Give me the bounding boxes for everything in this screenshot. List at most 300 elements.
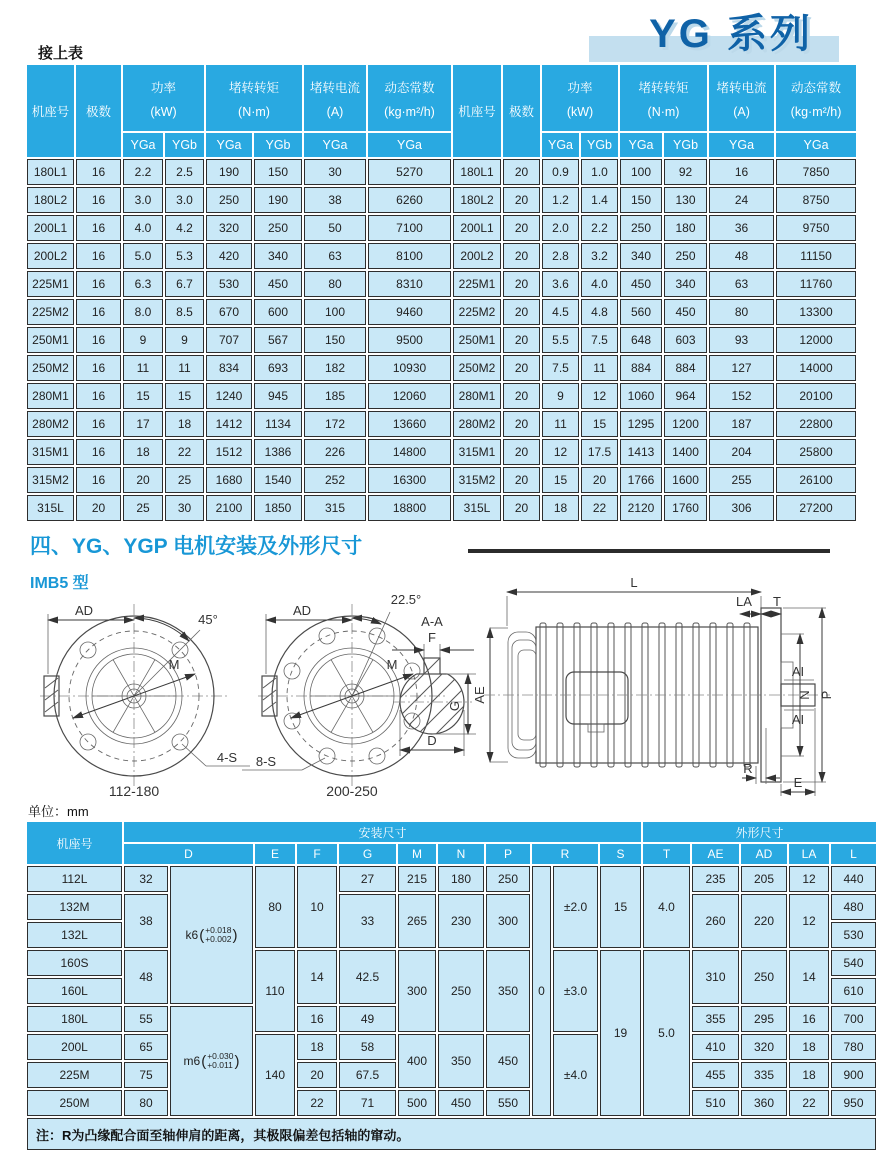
table-cell: 250M2 bbox=[453, 355, 501, 381]
col-ygb: YGb bbox=[254, 133, 302, 157]
table-cell: 20 bbox=[297, 1062, 337, 1088]
table-cell: 950 bbox=[831, 1090, 876, 1116]
col-m: M bbox=[398, 844, 436, 864]
table-note: 注：R为凸缘配合面至轴伸肩的距离，其极限偏差包括轴的窜动。 bbox=[27, 1118, 876, 1150]
table-cell: 75 bbox=[124, 1062, 168, 1088]
table-cell: 10 bbox=[297, 866, 337, 948]
col-ad: AD bbox=[741, 844, 787, 864]
table-cell: 2.5 bbox=[165, 159, 204, 185]
table-cell: 335 bbox=[741, 1062, 787, 1088]
table-cell: 71 bbox=[339, 1090, 396, 1116]
table-cell: 16 bbox=[789, 1006, 829, 1032]
table-cell: 4.0 bbox=[643, 866, 690, 948]
table-cell: 25 bbox=[123, 495, 163, 521]
table-cell: 225M2 bbox=[453, 299, 501, 325]
table-cell: 20 bbox=[503, 187, 540, 213]
table-cell: 280M2 bbox=[27, 411, 74, 437]
table-cell: 340 bbox=[254, 243, 302, 269]
col-g: G bbox=[339, 844, 396, 864]
table-cell: 26100 bbox=[776, 467, 856, 493]
table-cell: 112L bbox=[27, 866, 122, 892]
table-cell: 280M1 bbox=[27, 383, 74, 409]
table-cell: 80 bbox=[124, 1090, 168, 1116]
table-cell: 5.5 bbox=[542, 327, 579, 353]
table-cell: 2.2 bbox=[581, 215, 618, 241]
table-cell: 20 bbox=[76, 495, 121, 521]
table-cell: k6 ( +0.018 +0.002 ) bbox=[170, 866, 253, 1004]
table-cell: 16 bbox=[76, 383, 121, 409]
table-cell: 18 bbox=[297, 1034, 337, 1060]
dimension-table-footer bbox=[27, 1118, 876, 1150]
table-cell: 530 bbox=[831, 922, 876, 948]
table-cell: 16 bbox=[76, 271, 121, 297]
col-yga: YGa bbox=[776, 133, 856, 157]
dim-label-ad: AD bbox=[74, 603, 94, 618]
table-cell: 20 bbox=[503, 355, 540, 381]
col-dynamic-2 bbox=[776, 65, 856, 131]
table-cell: 450 bbox=[438, 1090, 484, 1116]
table-row bbox=[27, 950, 876, 976]
col-e: E bbox=[255, 844, 295, 864]
table-row bbox=[27, 411, 856, 437]
table-cell: 38 bbox=[304, 187, 366, 213]
dynamic-label: 动态常数 bbox=[791, 80, 842, 95]
note-row bbox=[27, 1118, 876, 1150]
table-cell: 4.8 bbox=[581, 299, 618, 325]
table-cell: 350 bbox=[486, 950, 530, 1032]
dim-label-m: M bbox=[168, 657, 180, 672]
table-cell: 567 bbox=[254, 327, 302, 353]
table-cell: 530 bbox=[206, 271, 252, 297]
dynamic-unit: (kg·m²/h) bbox=[790, 104, 842, 119]
dynamic-unit: (kg·m²/h) bbox=[384, 104, 435, 119]
table-row bbox=[27, 215, 856, 241]
table-cell: 480 bbox=[831, 894, 876, 920]
table-cell: 315M2 bbox=[27, 467, 74, 493]
dim-label-angle: 45° bbox=[198, 612, 218, 627]
table-cell: 2100 bbox=[206, 495, 252, 521]
table-cell: 3.0 bbox=[165, 187, 204, 213]
table-cell: 1400 bbox=[664, 439, 707, 465]
table-cell: 200L1 bbox=[453, 215, 501, 241]
table-cell: 1680 bbox=[206, 467, 252, 493]
table-cell: 693 bbox=[254, 355, 302, 381]
table-cell: 1.0 bbox=[581, 159, 618, 185]
table-cell: 250 bbox=[620, 215, 662, 241]
spec-table-body bbox=[27, 159, 856, 521]
table-cell: 1295 bbox=[620, 411, 662, 437]
col-dynamic bbox=[368, 65, 451, 131]
col-t: T bbox=[643, 844, 690, 864]
table-cell: 250 bbox=[206, 187, 252, 213]
dim-label-d: D bbox=[427, 733, 437, 748]
dim-label-e: E bbox=[793, 775, 803, 790]
table-cell: 215 bbox=[398, 866, 436, 892]
table-cell: 16 bbox=[76, 243, 121, 269]
table-cell: 2.2 bbox=[123, 159, 163, 185]
spec-table bbox=[25, 63, 858, 523]
table-cell: 200L2 bbox=[27, 243, 74, 269]
table-cell: 884 bbox=[620, 355, 662, 381]
subsection-title: IMB5 型 bbox=[30, 575, 89, 592]
table-cell: 20 bbox=[581, 467, 618, 493]
table-cell: 19 bbox=[600, 950, 641, 1116]
table-cell: 280M1 bbox=[453, 383, 501, 409]
shaft-section-drawing bbox=[380, 614, 486, 774]
table-cell: 440 bbox=[831, 866, 876, 892]
table-cell: 63 bbox=[304, 243, 366, 269]
table-cell: 25 bbox=[165, 467, 204, 493]
dim-label-ai-bottom: AI bbox=[791, 712, 805, 727]
section-title: 四、YG、YGP 电机安装及外形尺寸 bbox=[30, 535, 363, 558]
table-cell: 9750 bbox=[776, 215, 856, 241]
table-cell: 295 bbox=[741, 1006, 787, 1032]
table-cell: 1386 bbox=[254, 439, 302, 465]
table-cell: 80 bbox=[709, 299, 774, 325]
drawing-caption: 112-180 bbox=[108, 783, 160, 799]
col-torque-2 bbox=[620, 65, 707, 131]
table-cell: 16 bbox=[76, 411, 121, 437]
table-cell: 1413 bbox=[620, 439, 662, 465]
table-cell: 603 bbox=[664, 327, 707, 353]
table-row bbox=[27, 439, 856, 465]
table-cell: 25800 bbox=[776, 439, 856, 465]
table-cell: 250M1 bbox=[453, 327, 501, 353]
dimension-table-header bbox=[27, 822, 876, 864]
table-cell: 160S bbox=[27, 950, 122, 976]
col-ae: AE bbox=[692, 844, 739, 864]
table-cell: 500 bbox=[398, 1090, 436, 1116]
table-cell: 315M1 bbox=[27, 439, 74, 465]
series-title: YG 系列 bbox=[649, 12, 813, 56]
table-cell: 22 bbox=[581, 495, 618, 521]
dim-label-holes: 8-S bbox=[255, 754, 277, 769]
table-cell: 600 bbox=[254, 299, 302, 325]
table-cell: 132L bbox=[27, 922, 122, 948]
table-cell: 16 bbox=[76, 215, 121, 241]
table-cell: 280M2 bbox=[453, 411, 501, 437]
table-cell: 16 bbox=[76, 439, 121, 465]
table-cell: 300 bbox=[398, 950, 436, 1032]
table-cell: 5270 bbox=[368, 159, 451, 185]
table-cell: 18 bbox=[165, 411, 204, 437]
flange-drawing-small bbox=[22, 590, 252, 800]
table-cell: 315L bbox=[453, 495, 501, 521]
table-cell: 205 bbox=[741, 866, 787, 892]
table-cell: 9460 bbox=[368, 299, 451, 325]
power-unit: (kW) bbox=[566, 104, 594, 119]
table-cell: 450 bbox=[664, 299, 707, 325]
table-cell: 315M1 bbox=[453, 439, 501, 465]
table-row bbox=[27, 866, 876, 892]
table-cell: 5.0 bbox=[643, 950, 690, 1116]
table-cell: 884 bbox=[664, 355, 707, 381]
table-cell: 17.5 bbox=[581, 439, 618, 465]
table-cell: 964 bbox=[664, 383, 707, 409]
table-cell: 834 bbox=[206, 355, 252, 381]
table-cell: 16 bbox=[76, 355, 121, 381]
table-cell: 315L bbox=[27, 495, 74, 521]
table-cell: 187 bbox=[709, 411, 774, 437]
table-cell: 20 bbox=[503, 439, 540, 465]
section-label: A-A bbox=[421, 614, 443, 629]
table-cell: 780 bbox=[831, 1034, 876, 1060]
col-p: P bbox=[486, 844, 530, 864]
table-cell: 320 bbox=[206, 215, 252, 241]
table-cell: 4.0 bbox=[581, 271, 618, 297]
table-cell: 1.4 bbox=[581, 187, 618, 213]
table-cell: 670 bbox=[206, 299, 252, 325]
col-yga: YGa bbox=[304, 133, 366, 157]
table-row bbox=[27, 243, 856, 269]
col-poles-2: 极数 bbox=[503, 65, 540, 157]
table-cell: 200L1 bbox=[27, 215, 74, 241]
table-cell: 180L2 bbox=[453, 187, 501, 213]
table-cell: 49 bbox=[339, 1006, 396, 1032]
table-cell: 300 bbox=[486, 894, 530, 948]
table-cell: 27200 bbox=[776, 495, 856, 521]
table-cell: 320 bbox=[741, 1034, 787, 1060]
table-cell: 30 bbox=[304, 159, 366, 185]
table-cell: 7.5 bbox=[581, 327, 618, 353]
torque-label: 堵转转矩 bbox=[638, 80, 689, 95]
table-cell: 16 bbox=[76, 187, 121, 213]
table-cell: 260 bbox=[692, 894, 739, 948]
table-cell: 16 bbox=[76, 467, 121, 493]
table-cell: 63 bbox=[709, 271, 774, 297]
table-cell: 172 bbox=[304, 411, 366, 437]
table-cell: 132M bbox=[27, 894, 122, 920]
col-s: S bbox=[600, 844, 641, 864]
table-cell: 250 bbox=[438, 950, 484, 1032]
table-cell: 20 bbox=[503, 467, 540, 493]
table-cell: 7100 bbox=[368, 215, 451, 241]
table-cell: 30 bbox=[165, 495, 204, 521]
table-cell: 80 bbox=[304, 271, 366, 297]
col-n: N bbox=[438, 844, 484, 864]
table-cell: 17 bbox=[123, 411, 163, 437]
table-cell: 455 bbox=[692, 1062, 739, 1088]
table-cell: 340 bbox=[620, 243, 662, 269]
col-f: F bbox=[297, 844, 337, 864]
table-cell: 180L2 bbox=[27, 187, 74, 213]
table-cell: 20 bbox=[503, 215, 540, 241]
dim-label-p: P bbox=[819, 690, 834, 700]
table-cell: 400 bbox=[398, 1034, 436, 1088]
table-cell: 11 bbox=[581, 355, 618, 381]
table-cell: 310 bbox=[692, 950, 739, 1004]
dim-label-r: R bbox=[743, 761, 753, 776]
table-row bbox=[27, 894, 876, 920]
table-cell: 20 bbox=[503, 243, 540, 269]
table-cell: 1134 bbox=[254, 411, 302, 437]
table-row bbox=[27, 327, 856, 353]
table-cell: 8100 bbox=[368, 243, 451, 269]
table-cell: 315M2 bbox=[453, 467, 501, 493]
col-frame-2: 机座号 bbox=[453, 65, 501, 157]
table-cell: ±3.0 bbox=[553, 950, 598, 1032]
table-cell: 20 bbox=[503, 327, 540, 353]
drawing-caption: 200-250 bbox=[326, 783, 378, 799]
table-cell: 16300 bbox=[368, 467, 451, 493]
table-cell: 11 bbox=[542, 411, 579, 437]
table-cell: 3.2 bbox=[581, 243, 618, 269]
table-cell: 200L bbox=[27, 1034, 122, 1060]
col-frame: 机座号 bbox=[27, 822, 122, 864]
table-cell: 9500 bbox=[368, 327, 451, 353]
table-cell: 340 bbox=[664, 271, 707, 297]
table-cell: 100 bbox=[304, 299, 366, 325]
dim-label-g: G bbox=[447, 700, 462, 712]
table-cell: 1600 bbox=[664, 467, 707, 493]
col-power bbox=[123, 65, 204, 131]
table-cell: 250M1 bbox=[27, 327, 74, 353]
table-cell: 9 bbox=[542, 383, 579, 409]
table-cell: 182 bbox=[304, 355, 366, 381]
table-cell: ±4.0 bbox=[553, 1034, 598, 1116]
table-cell: 180 bbox=[664, 215, 707, 241]
table-cell: 5.0 bbox=[123, 243, 163, 269]
table-cell: 1240 bbox=[206, 383, 252, 409]
table-row bbox=[27, 187, 856, 213]
table-cell: 250 bbox=[486, 866, 530, 892]
dimension-table-body bbox=[27, 866, 876, 1116]
table-cell: 15 bbox=[581, 411, 618, 437]
table-cell: 16 bbox=[297, 1006, 337, 1032]
table-cell: 707 bbox=[206, 327, 252, 353]
table-cell: 252 bbox=[304, 467, 366, 493]
table-cell: 65 bbox=[124, 1034, 168, 1060]
table-cell: 945 bbox=[254, 383, 302, 409]
table-cell: 2120 bbox=[620, 495, 662, 521]
table-cell: 180 bbox=[438, 866, 484, 892]
table-cell: 92 bbox=[664, 159, 707, 185]
table-cell: 9 bbox=[123, 327, 163, 353]
col-torque bbox=[206, 65, 302, 131]
table-cell: 16 bbox=[76, 159, 121, 185]
table-cell: 20 bbox=[503, 271, 540, 297]
table-cell: 180L bbox=[27, 1006, 122, 1032]
table-cell: 220 bbox=[741, 894, 787, 948]
col-current-2 bbox=[709, 65, 774, 131]
dimension-table bbox=[25, 820, 878, 1152]
col-yga: YGa bbox=[620, 133, 662, 157]
col-frame: 机座号 bbox=[27, 65, 74, 157]
table-row bbox=[27, 355, 856, 381]
table-cell: 648 bbox=[620, 327, 662, 353]
dim-label-f: F bbox=[428, 630, 436, 645]
power-label: 功率 bbox=[567, 80, 593, 95]
table-cell: 180L1 bbox=[27, 159, 74, 185]
table-cell: 6260 bbox=[368, 187, 451, 213]
col-l: L bbox=[831, 844, 876, 864]
table-cell: 110 bbox=[255, 950, 295, 1032]
table-cell: 550 bbox=[486, 1090, 530, 1116]
table-cell: 204 bbox=[709, 439, 774, 465]
table-row bbox=[27, 1090, 876, 1116]
table-cell: 48 bbox=[709, 243, 774, 269]
table-cell: 20 bbox=[503, 159, 540, 185]
table-cell: 38 bbox=[124, 894, 168, 948]
col-ygb: YGb bbox=[165, 133, 204, 157]
col-ygb: YGb bbox=[581, 133, 618, 157]
table-cell: 58 bbox=[339, 1034, 396, 1060]
table-cell: 14 bbox=[789, 950, 829, 1004]
table-cell: 360 bbox=[741, 1090, 787, 1116]
table-row bbox=[27, 271, 856, 297]
table-cell: 67.5 bbox=[339, 1062, 396, 1088]
table-cell: 18800 bbox=[368, 495, 451, 521]
table-cell: 100 bbox=[620, 159, 662, 185]
table-cell: 450 bbox=[486, 1034, 530, 1088]
table-cell: 12 bbox=[789, 894, 829, 948]
continued-label: 接上表 bbox=[38, 45, 84, 62]
table-cell: 1512 bbox=[206, 439, 252, 465]
table-cell: 20 bbox=[503, 383, 540, 409]
table-cell: 355 bbox=[692, 1006, 739, 1032]
table-cell: 27 bbox=[339, 866, 396, 892]
table-cell: 8750 bbox=[776, 187, 856, 213]
dim-label-ai-top: AI bbox=[791, 664, 805, 679]
table-cell: 18 bbox=[123, 439, 163, 465]
table-cell: 226 bbox=[304, 439, 366, 465]
dim-label-angle: 22.5° bbox=[390, 592, 422, 607]
table-cell: ±2.0 bbox=[553, 866, 598, 948]
table-cell: 5.3 bbox=[165, 243, 204, 269]
col-ygb: YGb bbox=[664, 133, 707, 157]
dim-label-la: LA bbox=[736, 594, 752, 609]
table-cell: 8.5 bbox=[165, 299, 204, 325]
table-cell: 15 bbox=[542, 467, 579, 493]
table-cell: 4.2 bbox=[165, 215, 204, 241]
table-cell: 230 bbox=[438, 894, 484, 948]
table-cell: 36 bbox=[709, 215, 774, 241]
table-cell: 540 bbox=[831, 950, 876, 976]
table-cell: 11 bbox=[123, 355, 163, 381]
table-cell: 15 bbox=[123, 383, 163, 409]
col-poles: 极数 bbox=[76, 65, 121, 157]
power-label: 功率 bbox=[150, 80, 176, 95]
unit-label: 单位：mm bbox=[28, 804, 89, 819]
table-row bbox=[27, 1034, 876, 1060]
table-cell: 50 bbox=[304, 215, 366, 241]
table-cell: 150 bbox=[304, 327, 366, 353]
current-label: 堵转电流 bbox=[716, 80, 767, 95]
table-row bbox=[27, 383, 856, 409]
table-cell: 250M bbox=[27, 1090, 122, 1116]
table-cell: m6 ( +0.030 +0.011 ) bbox=[170, 1006, 253, 1116]
table-cell: 150 bbox=[254, 159, 302, 185]
table-cell: 20 bbox=[503, 299, 540, 325]
table-cell: 11760 bbox=[776, 271, 856, 297]
table-cell: 1760 bbox=[664, 495, 707, 521]
table-cell: 7.5 bbox=[542, 355, 579, 381]
table-cell: 3.0 bbox=[123, 187, 163, 213]
table-cell: 235 bbox=[692, 866, 739, 892]
table-cell: 1850 bbox=[254, 495, 302, 521]
dim-label-m: M bbox=[386, 657, 398, 672]
current-unit: (A) bbox=[326, 104, 344, 119]
table-cell: 32 bbox=[124, 866, 168, 892]
col-d: D bbox=[124, 844, 253, 864]
group-install: 安装尺寸 bbox=[124, 822, 641, 842]
table-cell: 1.2 bbox=[542, 187, 579, 213]
table-cell: 0.9 bbox=[542, 159, 579, 185]
table-cell: 4.0 bbox=[123, 215, 163, 241]
table-cell: 12 bbox=[789, 866, 829, 892]
spec-table-header bbox=[27, 65, 856, 157]
table-cell: 16 bbox=[76, 327, 121, 353]
